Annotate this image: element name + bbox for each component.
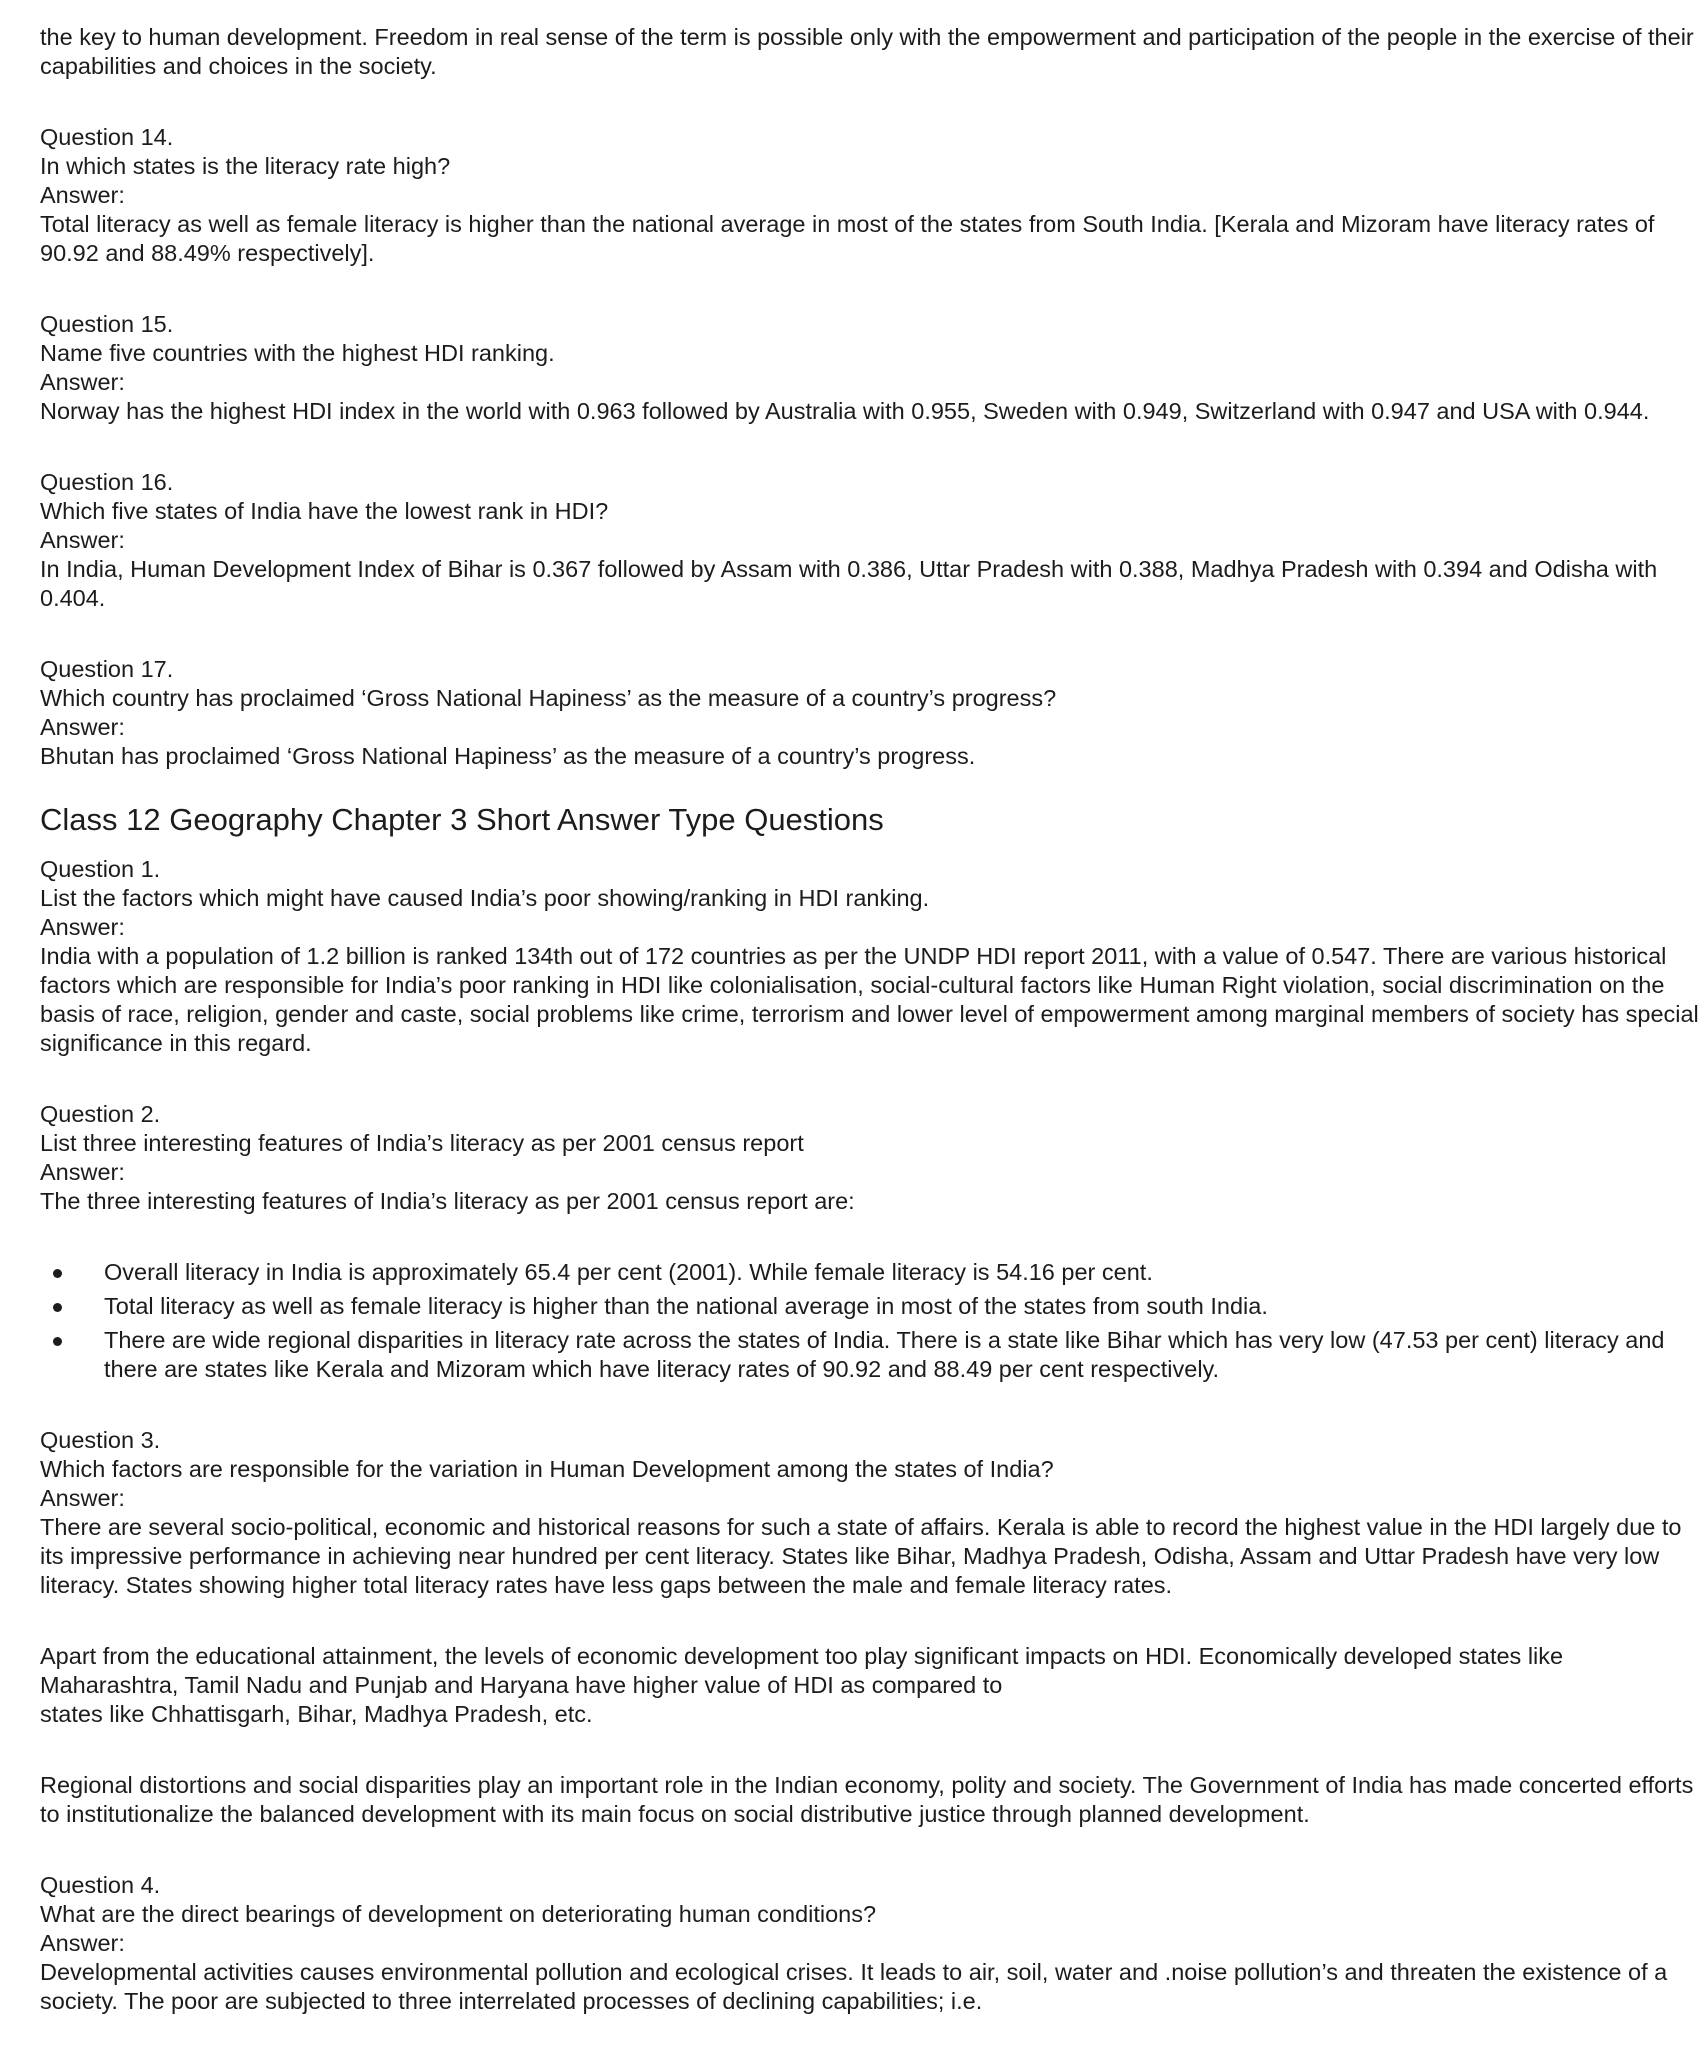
paragraph-text: Apart from the educational attainment, the levels of economic development too play significant impacts on HDI. Economically developed states like Maharashtra, Tamil Nadu and Punjab and Haryana have higher value of HDI as compared to — [40, 1643, 1564, 1698]
answer-text: Total literacy as well as female literacy is higher than the national average in most of the states from South India. [Kerala and Mizoram have literacy rates of 90.92 and 88.49% respectively]. — [40, 211, 1655, 266]
bullet-text: Total literacy as well as female literacy is higher than the national average in most of the states from south India. — [104, 1293, 1268, 1319]
question-text: Which five states of India have the lowest rank in HDI? — [40, 498, 609, 524]
answer-label: Answer: — [40, 1159, 125, 1185]
paragraph-text: states like Chhattisgarh, Bihar, Madhya Pradesh, etc. — [40, 1701, 593, 1727]
answer-label: Answer: — [40, 1485, 125, 1511]
bullet-text: Overall literacy in India is approximately 65.4 per cent (2001). While female literacy is 54.16 per cent. — [104, 1259, 1153, 1285]
answer-label: Answer: — [40, 914, 125, 940]
question-text: Name five countries with the highest HDI ranking. — [40, 340, 555, 366]
answer-text: The three interesting features of India’s literacy as per 2001 census report are: — [40, 1188, 855, 1214]
question-label: Question 17. — [40, 656, 174, 682]
bullet-item — [40, 1258, 1700, 1287]
answer-label: Answer: — [40, 527, 125, 553]
bullet-icon — [53, 1337, 62, 1346]
section-heading: Class 12 Geography Chapter 3 Short Answer Type Questions — [40, 802, 884, 837]
bullet-icon — [53, 1303, 62, 1312]
question-text: List the factors which might have caused India’s poor showing/ranking in HDI ranking. — [40, 885, 930, 911]
question-label: Question 16. — [40, 469, 174, 495]
question-label: Question 2. — [40, 1101, 161, 1127]
short-question-block-3 — [40, 1426, 1700, 1600]
answer-label: Answer: — [40, 182, 125, 208]
question-text: Which factors are responsible for the variation in Human Development among the states of India? — [40, 1456, 1054, 1482]
question-text: Which country has proclaimed ‘Gross National Hapiness’ as the measure of a country’s progress? — [40, 685, 1057, 711]
bullet-item — [40, 1326, 1700, 1384]
bullet-text: There are wide regional disparities in literacy rate across the states of India. There is a state like Bihar which has very low (47.53 per cent) literacy and there are states like Kerala and Mizoram which have literacy rates of 90.92 and 88.49 per cent respectively. — [104, 1327, 1665, 1382]
short-question-block-4 — [40, 1871, 1700, 2016]
answer-text: Developmental activities causes environmental pollution and ecological crises. It leads to air, soil, water and .noise pollution’s and threaten the existence of a society. The poor are subjected to three interrelated processes of declining capabilities; i.e. — [40, 1959, 1668, 2014]
answer-label: Answer: — [40, 369, 125, 395]
short-question-block-2 — [40, 1100, 1700, 1384]
bullet-list — [40, 1258, 1700, 1384]
question-text: List three interesting features of India’s literacy as per 2001 census report — [40, 1130, 804, 1156]
question-block-14 — [40, 123, 1700, 268]
answer-text: Norway has the highest HDI index in the world with 0.963 followed by Australia with 0.955, Sweden with 0.949, Switzerland with 0.947 and USA with 0.944. — [40, 398, 1650, 424]
answer-paragraph-economic — [40, 1642, 1700, 1729]
answer-label: Answer: — [40, 1930, 125, 1956]
bullet-icon — [53, 1269, 62, 1278]
question-label: Question 3. — [40, 1427, 161, 1453]
question-text: What are the direct bearings of development on deteriorating human conditions? — [40, 1901, 877, 1927]
bullet-item — [40, 1292, 1700, 1321]
answer-label: Answer: — [40, 714, 125, 740]
question-text: In which states is the literacy rate high? — [40, 153, 451, 179]
answer-text: There are several socio-political, economic and historical reasons for such a state of affairs. Kerala is able to record the highest value in the HDI largely due to its impressive performance in achieving near hundred per cent literacy. States like Bihar, Madhya Pradesh, Odisha, Assam and Uttar Pradesh have very low literacy. States showing higher total literacy rates have less gaps between the male and female literacy rates. — [40, 1514, 1682, 1598]
answer-text: India with a population of 1.2 billion is ranked 134th out of 172 countries as per the UNDP HDI report 2011, with a value of 0.547. There are various historical factors which are responsible for India’s poor ranking in HDI like colonialisation, social-cultural factors like Human Right violation, social discrimination on the basis of race, religion, gender and caste, social problems like crime, terrorism and lower level of empowerment among marginal members of society has special significance in this regard. — [40, 943, 1699, 1056]
short-question-block-1 — [40, 855, 1700, 1058]
question-label: Question 4. — [40, 1872, 161, 1898]
answer-paragraph-regional: Regional distortions and social disparities play an important role in the Indian economy, polity and society. The Government of India has made concerted efforts to institutionalize the balanced development with its main focus on social distributive justice through planned development. — [40, 1772, 1694, 1827]
answer-text: Bhutan has proclaimed ‘Gross National Hapiness’ as the measure of a country’s progress. — [40, 743, 976, 769]
intro-paragraph: the key to human development. Freedom in real sense of the term is possible only with the empowerment and participation of the people in the exercise of their capabilities and choices in the society. — [40, 24, 1694, 79]
question-block-17 — [40, 655, 1700, 771]
question-block-15 — [40, 310, 1700, 426]
question-label: Question 15. — [40, 311, 174, 337]
answer-text: In India, Human Development Index of Bihar is 0.367 followed by Assam with 0.386, Uttar Pradesh with 0.388, Madhya Pradesh with 0.394 and Odisha with 0.404. — [40, 556, 1658, 611]
question-label: Question 14. — [40, 124, 174, 150]
question-block-16 — [40, 468, 1700, 613]
question-label: Question 1. — [40, 856, 161, 882]
